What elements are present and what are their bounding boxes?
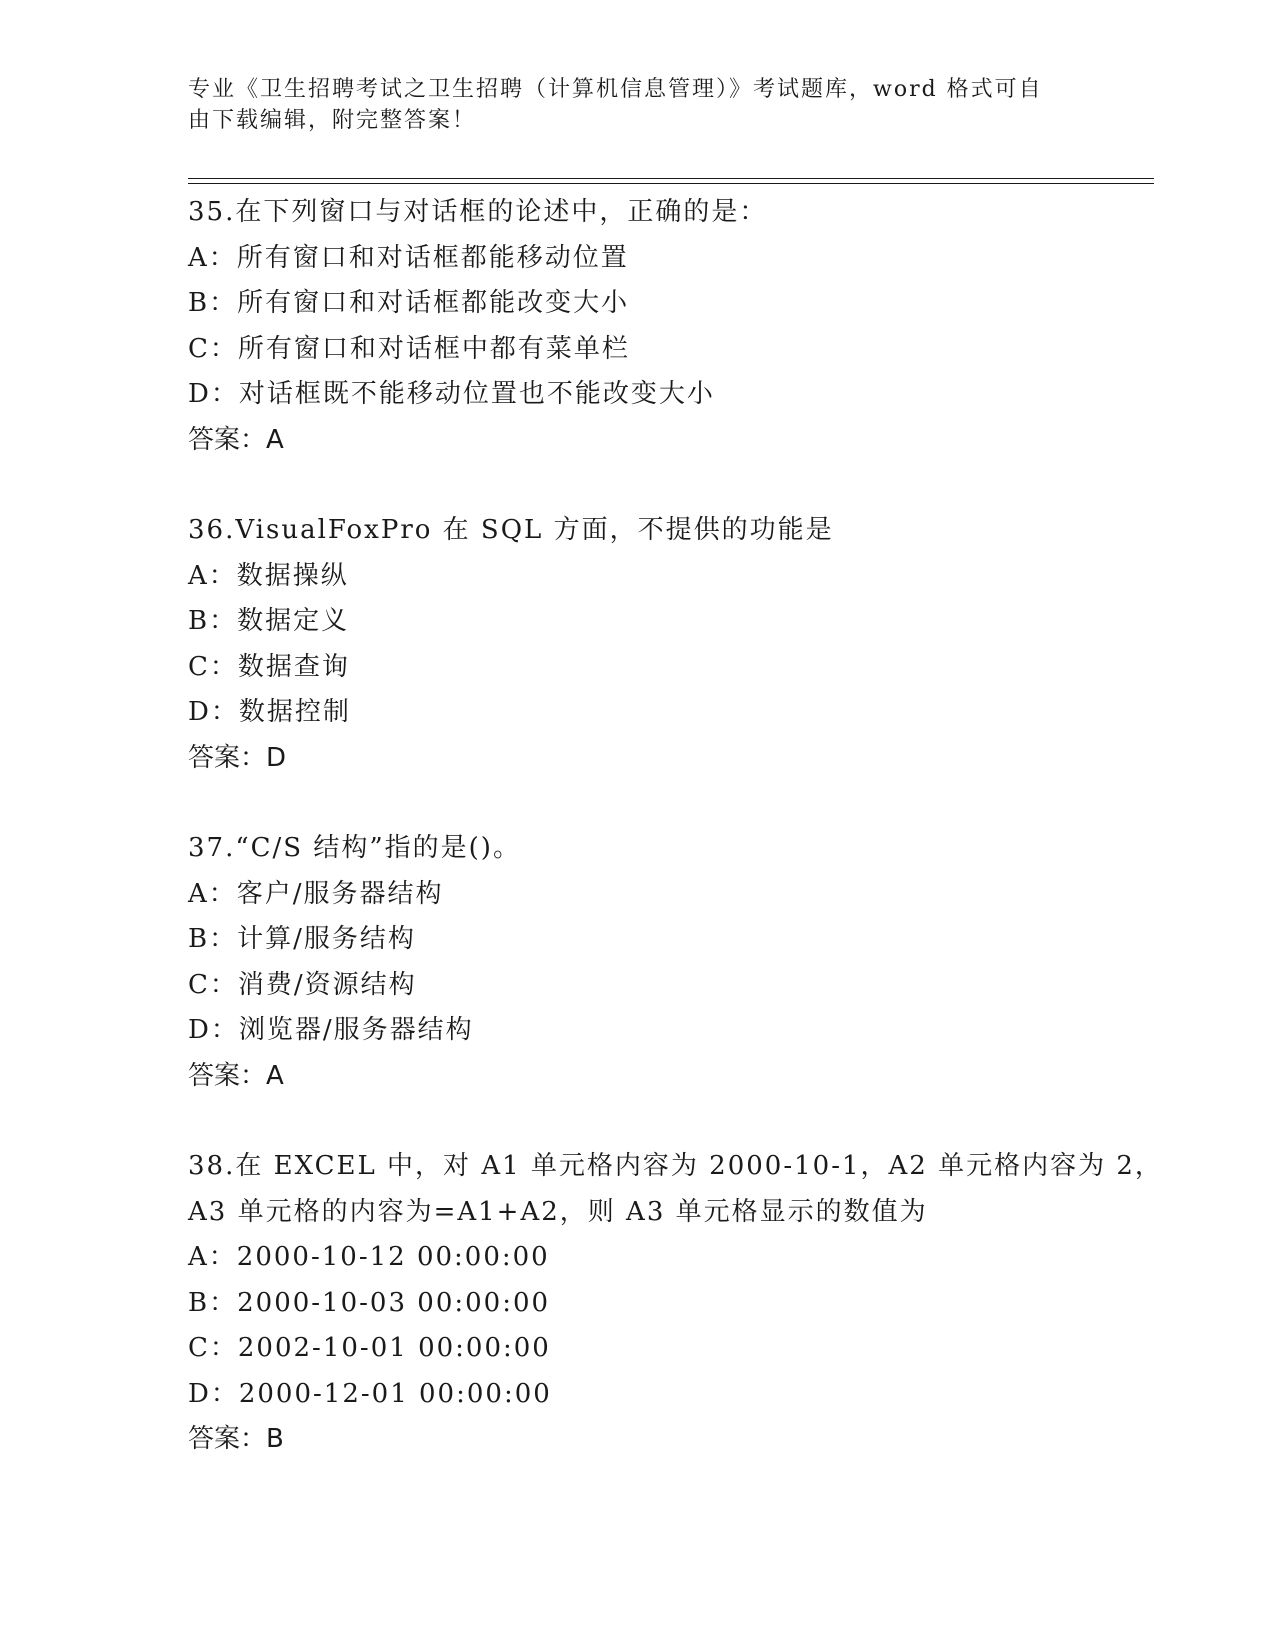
- question-option: D：对话框既不能移动位置也不能改变大小: [188, 379, 715, 409]
- question-option: A：2000-10-12 00:00:00: [188, 1242, 550, 1272]
- question-stem: A3 单元格的内容为=A1+A2，则 A3 单元格显示的数值为: [188, 1196, 928, 1227]
- question-option: B：计算/服务结构: [188, 924, 416, 954]
- question-option: A：客户/服务器结构: [188, 878, 444, 909]
- question-option: A：数据操纵: [188, 560, 349, 591]
- question-option: D：数据控制: [188, 697, 351, 727]
- question-block: [188, 508, 1088, 781]
- question-answer: 答案：D: [188, 742, 287, 773]
- question-option: B：数据定义: [188, 606, 350, 636]
- question-block: [188, 826, 1088, 1099]
- question-answer: 答案：B: [188, 1424, 284, 1454]
- question-option: B：2000-10-03 00:00:00: [188, 1287, 551, 1318]
- question-option: A：所有窗口和对话框都能移动位置: [188, 242, 629, 273]
- question-list: [188, 190, 1163, 1508]
- header-line: 专业《卫生招聘考试之卫生招聘（计算机信息管理）》考试题库，word 格式可自: [188, 77, 1043, 102]
- question-option: D：浏览器/服务器结构: [188, 1015, 474, 1045]
- header-line: 由下载编辑，附完整答案！: [188, 108, 477, 133]
- header-divider-bottom: [188, 183, 1154, 184]
- question-option: C：数据查询: [188, 651, 350, 682]
- question-stem: 38.在 EXCEL 中，对 A1 单元格内容为 2000-10-1，A2 单元格内容为 2，: [188, 1151, 1163, 1181]
- question-stem: 35.在下列窗口与对话框的论述中，正确的是：: [188, 197, 768, 227]
- question-stem: 36.VisualFoxPro 在 SQL 方面，不提供的功能是: [188, 515, 834, 545]
- document-header: [188, 74, 1068, 136]
- header-divider-top: [188, 178, 1154, 179]
- question-block: [188, 1144, 1163, 1463]
- question-block: [188, 190, 1088, 463]
- question-option: C：消费/资源结构: [188, 969, 417, 1000]
- question-answer: 答案：A: [188, 424, 284, 455]
- question-stem: 37.“C/S 结构”指的是()。: [188, 833, 521, 863]
- question-option: B：所有窗口和对话框都能改变大小: [188, 288, 630, 318]
- question-option: D：2000-12-01 00:00:00: [188, 1378, 552, 1409]
- question-option: C：2002-10-01 00:00:00: [188, 1333, 551, 1363]
- question-answer: 答案：A: [188, 1060, 284, 1091]
- question-option: C：所有窗口和对话框中都有菜单栏: [188, 333, 630, 364]
